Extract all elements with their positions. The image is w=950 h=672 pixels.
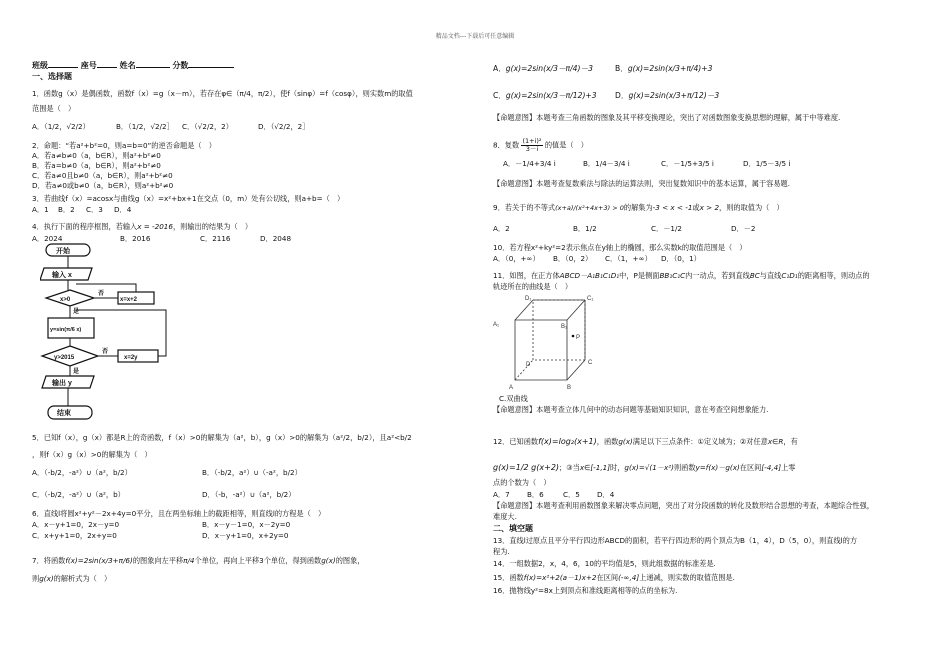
question-12-line3: 点的个数为（ ） <box>493 478 551 487</box>
option-2b: B．若a=b≠0（a，b∈R），则a²+b²≠0 <box>32 161 161 170</box>
question-11-line2: 轨迹所在的曲线是（ ） <box>493 282 573 291</box>
option-4b: B．2016 <box>120 234 151 243</box>
complex-fraction: $\frac{\text{(1+i)²}}{3-i}$ <box>522 137 542 153</box>
option-12b: B．6 <box>527 490 544 499</box>
option-5c: C．（-b/2，-a²）∪（a²，b） <box>32 490 125 499</box>
option-6d: D．x－y+1=0，x+2y=0 <box>202 531 289 540</box>
option-9a: A．2 <box>493 224 510 233</box>
option-2d: D．若a≠0或b≠0（a，b∈R），则a²+b²≠0 <box>32 181 174 190</box>
option-4a: A．2024 <box>32 234 63 243</box>
option-10b: B．（0，2） <box>553 254 593 263</box>
flow-act3: x=2y <box>124 355 138 361</box>
option-8c: C．－1/5+3/5 i <box>661 159 714 168</box>
option-10d: D．（0，1） <box>661 254 701 263</box>
option-11c: C.双曲线 <box>499 394 528 403</box>
question-15: 15．函数f(x)=x²+2(a－1)x+2在区间(-∞,4]上递减，则实数的取值范围是. <box>493 573 735 582</box>
flow-end: 结束 <box>57 410 71 417</box>
option-8b: B．1/4－3/4 i <box>583 159 630 168</box>
question-2: 2．命题：“若a²+b²=0，则a=b=0”的逆否命题是（ ） <box>32 141 216 150</box>
flow-yes2: 是 <box>73 369 80 375</box>
option-7d: D．g(x)=2sin(x/3+π/12)－3 <box>615 91 720 100</box>
option-5a: A．（-b/2，-a²）∪（a²，b/2） <box>32 468 132 477</box>
option-7a: A．g(x)=2sin(x/3－π/4)－3 <box>493 64 593 73</box>
info-bar: 班级 座号 姓名 分数 <box>32 59 234 71</box>
option-12a: A．7 <box>493 490 510 499</box>
flow-no1: 否 <box>98 291 105 297</box>
option-6a: A．x－y+1=0，2x－y=0 <box>32 520 120 529</box>
label-a: A <box>509 385 514 391</box>
option-1c: C．（√2/2，2） <box>182 122 233 131</box>
question-7: 7．将函数f(x)=2sin(x/3+π/6)的图象向左平移π/4个单位，再向上平移3个单位，得到函数g(x)的图象， <box>32 556 365 565</box>
intent-11: 【命题意图】本题考查立体几何中的动态问题等基础知识知识，意在考查空间想象能力. <box>493 405 769 414</box>
option-3d: D．4 <box>114 205 132 214</box>
option-2a: A．若a≠b≠0（a，b∈R），则a²+b²≠0 <box>32 151 161 160</box>
option-7b: B．g(x)=2sin(x/3+π/4)+3 <box>615 64 713 73</box>
option-9d: D．－2 <box>731 224 756 233</box>
label-b: B <box>567 385 572 391</box>
flow-yes1: 是 <box>73 309 80 315</box>
question-9: 9．若关于的不等式(x+a)/(x²+4x+3) > 0的解集为-3 < x < -1或x > 2，则的取值为（ ） <box>493 203 784 212</box>
option-9c: C．－1/2 <box>651 224 682 233</box>
section-title: 一、选择题 <box>32 72 72 81</box>
option-8a: A．－1/4+3/4 i <box>503 159 556 168</box>
question-4: 4．执行下面的程序框图，若输入x = -2016，则输出的结果为（ ） <box>32 222 253 231</box>
question-12: 12．已知函数f(x)=log₂(x+1)，函数g(x)满足以下三点条件：①定义域为；②对任意x∈R，有 <box>493 437 798 446</box>
option-3a: A．1 <box>32 205 49 214</box>
question-16: 16．抛物线y²=8x上到顶点和准线距离相等的点的坐标为. <box>493 586 678 595</box>
question-13-line2: 程为. <box>493 547 510 556</box>
question-1: 1．函数g（x）是偶函数，函数f（x）=g（x－m），若存在φ∈（π/4，π/2），使f（sinφ）=f（cosφ），则实数m的取值 <box>32 89 413 98</box>
question-13: 13．直线l过原点且平分平行四边形ABCD的面积，若平行四边形的两个顶点为B（1，4），D（5，0），则直线l的方 <box>493 536 858 545</box>
intent-7: 【命题意图】本题考查三角函数的图象及其平移变换理论，突出了对函数图象变换思想的理解，属于中等难度. <box>493 113 841 122</box>
label-d: D <box>526 362 531 368</box>
label-d1: D₁ <box>525 296 532 302</box>
question-11: 11．如图，在正方体ABCD－A₁B₁C₁D₁中，P是侧面BB₁C₁C内一动点，若到直线BC与直线C₁D₁的距离相等，则动点的 <box>493 271 870 280</box>
label-c: C <box>588 360 593 366</box>
option-10c: C．（1，+∞） <box>605 254 652 263</box>
option-1b: B．（1/2，√2/2］ <box>116 122 174 131</box>
question-8: 8．复数 $\frac{\text{(1+i)²}}{3-i}$ 的值是（ ） <box>493 137 588 153</box>
point-p <box>572 335 575 338</box>
flow-input: 输入 x <box>52 272 72 279</box>
option-3b: B．2 <box>58 205 75 214</box>
option-3c: C．3 <box>86 205 103 214</box>
option-1a: A．（1/2，√2/2） <box>32 122 90 131</box>
option-2c: C．若a≠0且b≠0（a，b∈R），则a²+b²≠0 <box>32 171 173 180</box>
option-6c: C．x+y+1=0，2x+y=0 <box>32 531 117 540</box>
option-5b: B．（-b/2，a²）∪（-a²，b/2） <box>202 468 302 477</box>
flow-act1: x=x+2 <box>120 297 138 303</box>
option-1d: D．（√2/2，2］ <box>258 122 310 131</box>
option-7c: C．g(x)=2sin(x/3－π/12)+3 <box>493 91 597 100</box>
option-12c: C．5 <box>563 490 580 499</box>
option-10a: A．（0，+∞） <box>493 254 540 263</box>
question-1-line2: 范围是（ ） <box>32 104 76 113</box>
question-10: 10．若方程x²+ky²=2表示焦点在y轴上的椭圆，那么实数k的取值范围是（ ） <box>493 243 747 252</box>
intent-12: 【命题意图】本题考查利用函数图象来解决零点问题，突出了对分段函数的转化及数形结合思想的考查，本题综合性强， <box>493 501 874 510</box>
flow-start: 开始 <box>56 248 70 255</box>
label-c1: C₁ <box>587 296 594 302</box>
flowchart <box>40 242 190 424</box>
label-a1: A₁ <box>493 322 500 328</box>
flow-cond2: y>2015 <box>54 355 75 361</box>
option-12d: D．4 <box>597 490 615 499</box>
flow-no2: 否 <box>102 349 109 355</box>
question-7-line2: 则g(x)的解析式为（ ） <box>32 574 112 583</box>
flow-act2: y=sin(π/6 x) <box>50 327 82 333</box>
section2-title: 二、填空题 <box>493 524 533 533</box>
question-5: 5．已知f（x），g（x）都是R上的奇函数，f（x）>0的解集为（a²，b），g（x）>0的解集为（a²/2，b/2），且a²<b/2 <box>32 433 412 442</box>
option-4d: D．2048 <box>260 234 292 243</box>
label-p: P <box>576 335 581 341</box>
flow-output: 输出 y <box>52 380 72 387</box>
flow-cond1: x>0 <box>60 297 71 303</box>
question-12-line2: g(x)=1/2 g(x+2)；③当x∈[-1,1]时，g(x)=√(1－x²)则函数y=f(x)－g(x)在区间[-4,4]上零 <box>493 463 796 472</box>
question-14: 14．一组数据2，x，4，6，10的平均值是5，则此组数据的标准差是. <box>493 559 716 568</box>
question-6: 6．直线l将圆x²+y²－2x+4y=0平分，且在两坐标轴上的截距相等，则直线l的方程是（ ） <box>32 509 326 518</box>
label-b1: B₁ <box>561 324 568 330</box>
question-5-line2: ，则f（x）g（x）>0的解集为（ ） <box>32 450 152 459</box>
option-9b: B．1/2 <box>573 224 597 233</box>
option-4c: C．2116 <box>200 234 231 243</box>
question-3: 3．若曲线f（x）=acosx与曲线g（x）=x²+bx+1在交点（0，m）处有公切线，则a+b=（ ） <box>32 194 345 203</box>
intent-8: 【命题意图】本题考查复数乘法与除法的运算法则，突出复数知识中的基本运算，属于容易题. <box>493 179 790 188</box>
intent-12-line2: 难度大. <box>493 512 517 521</box>
cube-diagram <box>493 292 603 394</box>
option-6b: B．x－y－1=0，x－2y=0 <box>202 520 291 529</box>
page-header: 精品文档---下载后可任意编辑 <box>435 33 515 40</box>
option-8d: D．1/5－3/5 i <box>743 159 791 168</box>
option-5d: D．（-b，-a²）∪（a²，b/2） <box>202 490 296 499</box>
